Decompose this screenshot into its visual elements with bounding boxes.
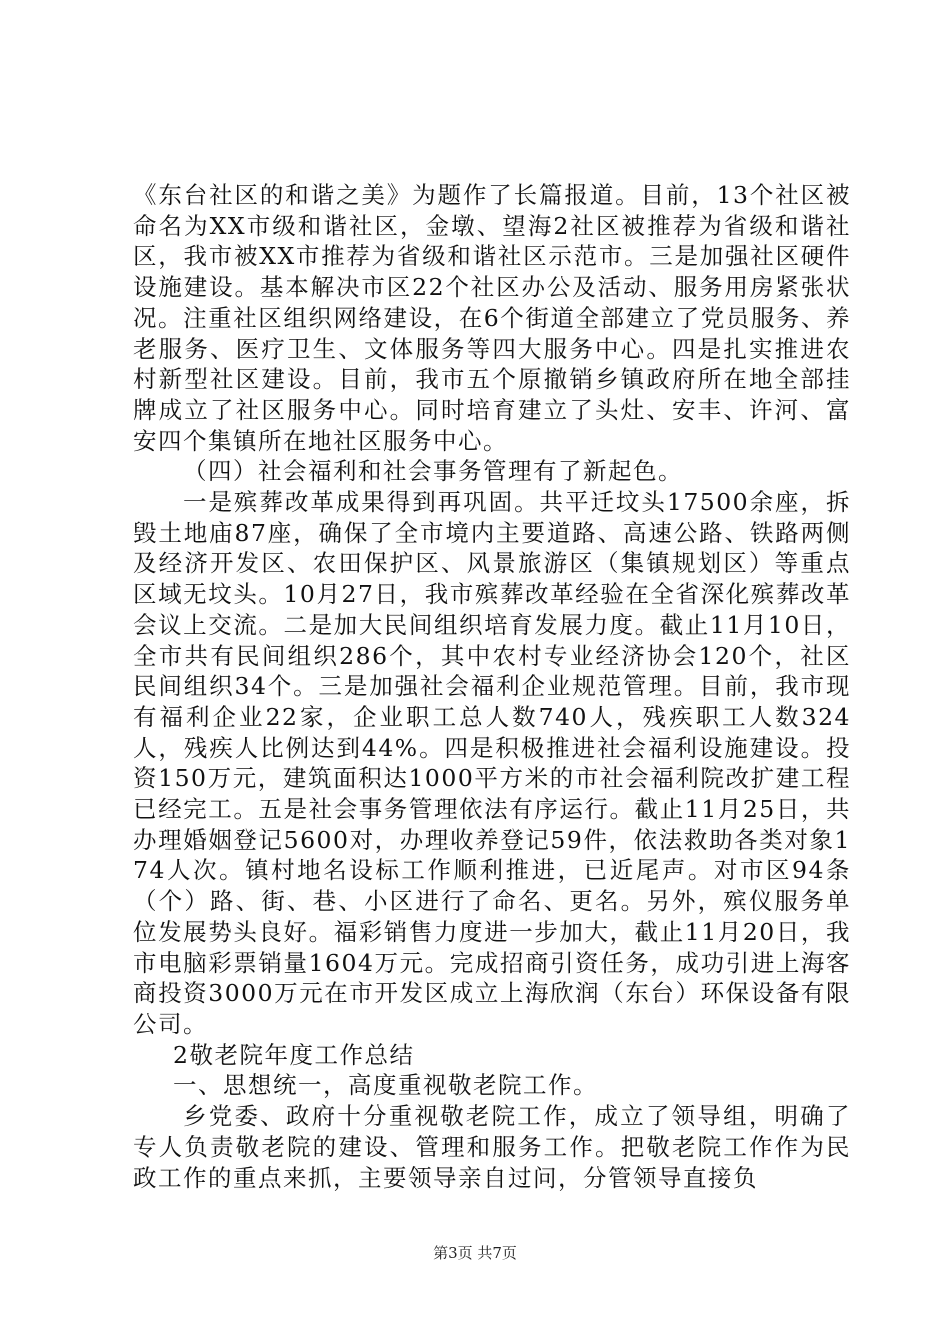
section-heading-welfare: （四）社会福利和社会事务管理有了新起色。 bbox=[183, 457, 683, 486]
section-heading-ideology: 一、思想统一，高度重视敬老院工作。 bbox=[173, 1071, 598, 1100]
page-number-footer: 第3页 共7页 bbox=[433, 1244, 517, 1262]
paragraph-nursing-home: 乡党委、政府十分重视敬老院工作，成立了领导组，明确了专人负责敬老院的建设、管理和服务工作。把敬老院工作作为民政工作的重点来抓，主要领导亲自过问，分管领导直接负 bbox=[133, 1102, 851, 1192]
document-body bbox=[133, 180, 851, 1193]
paragraph-community: 《东台社区的和谐之美》为题作了长篇报道。目前，13个社区被命名为XX市级和谐社区，金墩、望海2社区被推荐为省级和谐社区，我市被XX市推荐为省级和谐社区示范市。三是加强社区硬件设施建设。基本解决市区22个社区办公及活动、服务用房紧张状况。注重社区组织网络建设，在6个街道全部建立了党员服务、养老服务、医疗卫生、文体服务等四大服务中心。四是扎实推进农村新型社区建设。目前，我市五个原撤销乡镇政府所在地全部挂牌成立了社区服务中心。同时培育建立了头灶、安丰、许河、富安四个集镇所在地社区服务中心。 bbox=[133, 181, 851, 455]
paragraph-welfare: 一是殡葬改革成果得到再巩固。共平迁坟头17500余座，拆毁土地庙87座，确保了全市境内主要道路、高速公路、铁路两侧及经济开发区、农田保护区、风景旅游区（集镇规划区）等重点区域无坟头。10月27日，我市殡葬改革经验在全省深化殡葬改革会议上交流。二是加大民间组织培育发展力度。截止11月10日，全市共有民间组织286个，其中农村专业经济协会120个，社区民间组织34个。三是加强社会福利企业规范管理。目前，我市现有福利企业22家，企业职工总人数740人，残疾职工人数324人，残疾人比例达到44%。四是积极推进社会福利设施建设。投资150万元，建筑面积达1000平方米的市社会福利院改扩建工程已经完工。五是社会事务管理依法有序运行。截止11月25日，共办理婚姻登记5600对，办理收养登记59件，依法救助各类对象174人次。镇村地名设标工作顺利推进，已近尾声。对市区94条（个）路、街、巷、小区进行了命名、更名。另外，殡仪服务单位发展势头良好。福彩销售力度进一步加大，截止11月20日，我市电脑彩票销量1604万元。完成招商引资任务，成功引进上海客商投资3000万元在市开发区成立上海欣润（东台）环保设备有限公司。 bbox=[133, 488, 851, 1038]
section-title-nursing-home: 2敬老院年度工作总结 bbox=[173, 1040, 415, 1069]
